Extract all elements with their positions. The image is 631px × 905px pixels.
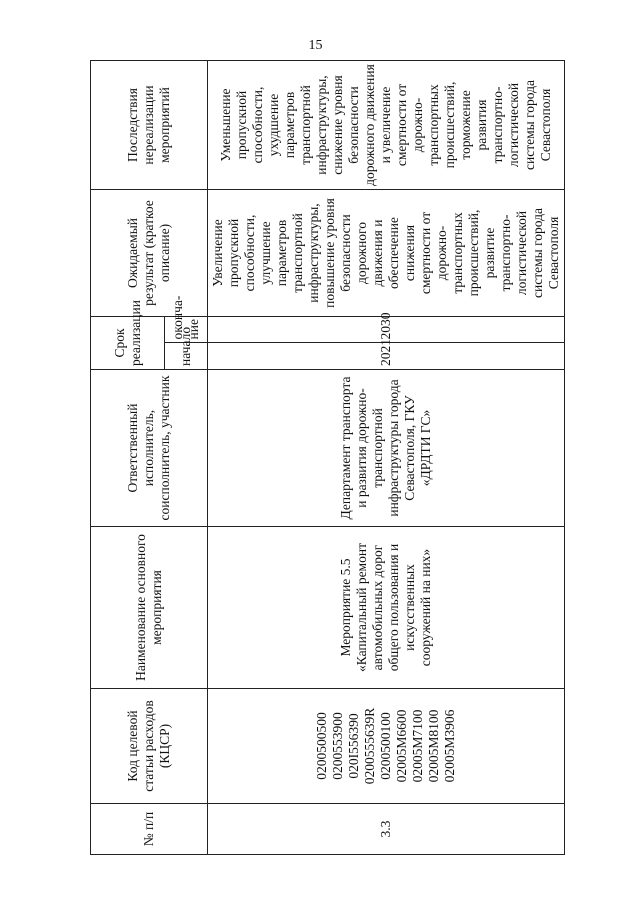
row-consequences: Уменьшение пропускной способности, ухудшение параметров транспортной инфраструктуры, снижение уровня безопасности дорожного движения и увеличение смертности от дорожно-транспортных происшествий, торможение развития транспортно-логистической системы города Севастополя <box>208 61 565 190</box>
header-code: Код целевой статьи расходов (КЦСР) <box>91 689 208 804</box>
code-item: 0200553900 <box>330 712 345 780</box>
header-result: Ожидаемый результат (краткое описание) <box>91 190 208 317</box>
rotated-table-container <box>90 60 561 855</box>
code-item: 02005M8100 <box>426 709 441 783</box>
activities-table <box>90 60 565 855</box>
code-item: 0200500500 <box>314 712 329 780</box>
code-item: 0200500100 <box>378 712 393 780</box>
row-start: 2021 <box>208 343 565 370</box>
header-name: Наименование основного мероприятия <box>91 527 208 689</box>
row-result: Увеличение пропускной способности, улучшение параметров транспортной инфраструктуры, повышение уровня безопасности дорожного движения и обеспечение снижения смертности от дорожно-транспортных происшествий, развитие транспортно-логистической системы города Севастополя <box>208 190 565 317</box>
code-item: 020I556390 <box>346 713 361 779</box>
row-end: 2030 <box>208 317 565 344</box>
page-number: 15 <box>308 38 323 53</box>
row-name: Мероприятие 5.5 «Капитальный ремонт автомобильных дорог общего пользования и искусственных сооружений на них» <box>208 527 565 689</box>
header-row-1 <box>91 61 165 855</box>
code-item: 0200555639R <box>362 707 377 785</box>
header-term: Срок реализации <box>91 317 165 370</box>
code-item: 02005M6600 <box>394 709 409 783</box>
header-end: оконча-ние <box>165 317 208 344</box>
row-executor: Департамент транспорта и развития дорожно-транспортной инфраструктуры города Севастополя, ГКУ «ДРДТИ ГС» <box>208 370 565 527</box>
row-codes <box>208 689 565 804</box>
header-no: № п/п <box>91 804 208 855</box>
header-start: начало <box>165 343 208 370</box>
code-item: 02005M7100 <box>410 709 425 783</box>
code-item: 02005M3906 <box>442 709 457 783</box>
header-executor: Ответственный исполнитель, соисполнитель, участник <box>91 370 208 527</box>
row-no: 3.3 <box>208 804 565 855</box>
header-consequences: Последствия нереализации мероприятий <box>91 61 208 190</box>
table-row <box>208 61 565 855</box>
